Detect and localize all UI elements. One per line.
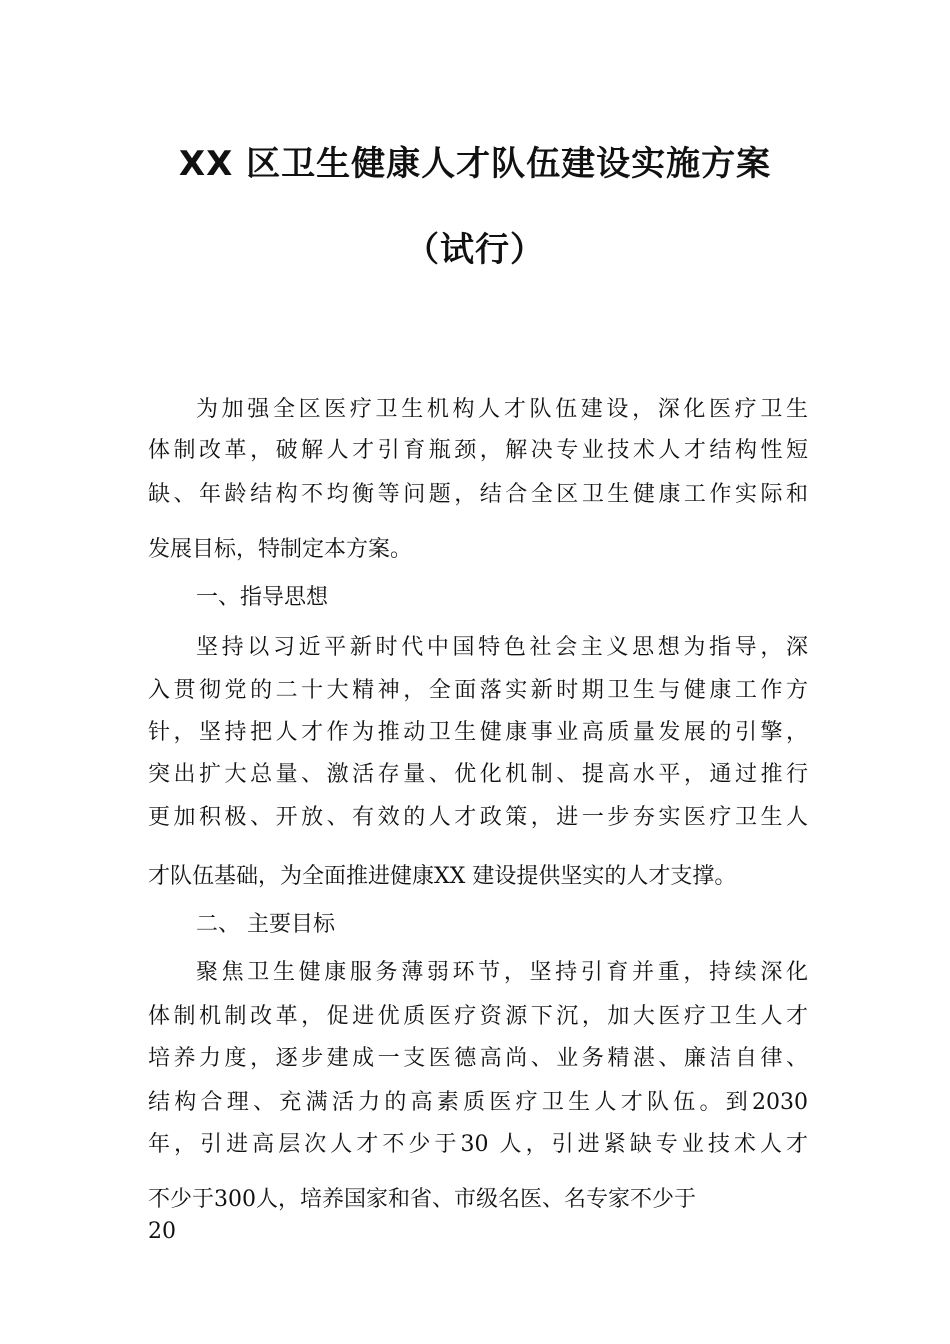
section2-line-4: 结构合理、充满活力的高素质医疗卫生人才队伍。到2030 — [148, 1090, 808, 1115]
document-title: XX 区卫生健康人才队伍建设实施方案 — [178, 144, 772, 184]
section1-line-6: 才队伍基础，为全面推进健康XX 建设提供坚实的人才支撑。 — [148, 864, 737, 889]
intro-line-2: 体制改革，破解人才引育瓶颈，解决专业技术人才结构性短 — [148, 438, 808, 463]
intro-line-1: 为加强全区医疗卫生机构人才队伍建设，深化医疗卫生 — [196, 397, 808, 422]
intro-line-4: 发展目标，特制定本方案。 — [148, 537, 413, 562]
section1-line-1: 坚持以习近平新时代中国特色社会主义思想为指导，深 — [196, 635, 808, 660]
section1-line-5: 更加积极、开放、有效的人才政策，进一步夯实医疗卫生人 — [148, 805, 808, 830]
section1-line-3: 针，坚持把人才作为推动卫生健康事业高质量发展的引擎， — [148, 720, 808, 745]
section2-line-5: 年，引进高层次人才不少于30 人，引进紧缺专业技术人才 — [148, 1132, 808, 1157]
section2-line-2: 体制机制改革，促进优质医疗资源下沉，加大医疗卫生人才 — [148, 1004, 808, 1029]
section2-line-1: 聚焦卫生健康服务薄弱环节，坚持引育并重，持续深化 — [196, 960, 808, 985]
section2-heading: 二、 主要目标 — [196, 912, 335, 937]
section1-line-2: 入贯彻党的二十大精神，全面落实新时期卫生与健康工作方 — [148, 678, 808, 703]
section1-line-4: 突出扩大总量、激活存量、优化机制、提高水平，通过推行 — [148, 762, 808, 787]
document-subtitle: （试行） — [405, 230, 545, 270]
section2-line-3: 培养力度，逐步建成一支医德高尚、业务精湛、廉洁自律、 — [148, 1046, 808, 1071]
section2-line-6: 不少于300人，培养国家和省、市级名医、名专家不少于 — [148, 1187, 696, 1212]
intro-line-3: 缺、年龄结构不均衡等问题，结合全区卫生健康工作实际和 — [148, 482, 808, 507]
section2-line-7: 20 — [148, 1219, 176, 1244]
section1-heading: 一、指导思想 — [196, 585, 329, 610]
